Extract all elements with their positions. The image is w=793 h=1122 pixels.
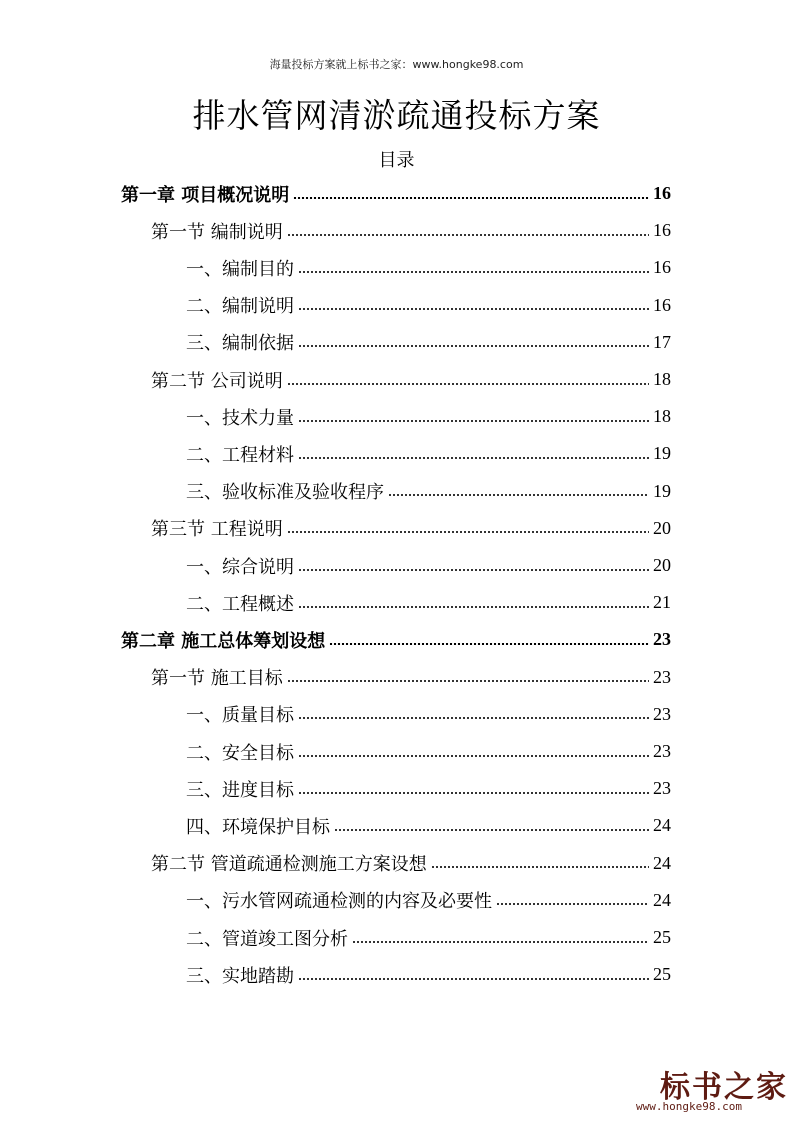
toc-dot-leader	[287, 531, 649, 533]
toc-entry[interactable]	[151, 361, 671, 398]
toc-entry-page: 24	[653, 852, 671, 873]
toc-entry-text: 三、编制依据	[186, 333, 294, 355]
toc-entry-text: 四、环境保护目标	[186, 816, 330, 838]
toc-dot-leader	[329, 643, 649, 645]
toc-dot-leader	[298, 271, 649, 273]
toc-entry[interactable]	[121, 175, 671, 212]
toc-entry-page: 20	[653, 555, 671, 575]
toc-entry-text: 二、工程概述	[186, 593, 294, 615]
toc-dot-leader	[352, 941, 649, 943]
toc-entry-text: 一、编制目的	[186, 258, 294, 280]
toc-dot-leader	[287, 383, 649, 385]
toc-entry-page: 23	[653, 778, 671, 799]
toc-entry[interactable]	[186, 770, 671, 807]
toc-entry[interactable]	[151, 510, 671, 547]
toc-entry-text: 一、质量目标	[186, 705, 294, 727]
toc-entry-text: 第一节 施工目标	[151, 668, 283, 690]
toc-entry[interactable]	[186, 807, 671, 844]
toc-entry[interactable]	[121, 621, 671, 658]
toc-entry[interactable]	[186, 324, 671, 361]
toc-heading: 目录	[378, 150, 415, 171]
toc-dot-leader	[298, 978, 649, 980]
brand-logo	[630, 1062, 788, 1113]
header-note: 海量投标方案就上标书之家：www.hongke98.com	[269, 58, 524, 71]
toc-entry-page: 23	[653, 629, 671, 650]
toc-entry-text: 第二章 施工总体筹划设想	[121, 630, 326, 652]
toc-entry-page: 24	[653, 889, 671, 910]
toc-dot-leader	[298, 308, 649, 310]
toc-entry[interactable]	[186, 919, 671, 956]
toc-dot-leader	[293, 197, 649, 199]
toc-entry-page: 25	[653, 927, 671, 947]
toc-dot-leader	[496, 903, 649, 905]
toc-entry-page: 25	[653, 964, 671, 985]
toc-entry[interactable]	[186, 547, 671, 584]
toc-dot-leader	[334, 829, 649, 831]
toc-dot-leader	[287, 680, 649, 682]
toc-entry-text: 二、安全目标	[186, 742, 294, 764]
toc-entry-page: 21	[653, 592, 671, 613]
toc-entry-page: 16	[653, 183, 671, 203]
toc-entry-page: 16	[653, 257, 671, 278]
toc-entry-text: 一、综合说明	[186, 556, 294, 578]
toc-entry[interactable]	[186, 733, 671, 770]
toc-entry-page: 17	[653, 331, 671, 352]
toc-entry[interactable]	[186, 287, 671, 324]
toc-entry-page: 16	[653, 294, 671, 315]
toc-entry-text: 一、污水管网疏通检测的内容及必要性	[186, 891, 492, 913]
toc-entry-text: 三、进度目标	[186, 779, 294, 801]
toc-entry-page: 23	[653, 741, 671, 761]
toc-dot-leader	[287, 234, 649, 236]
toc-entry-text: 第一章 项目概况说明	[121, 184, 290, 206]
toc-entry[interactable]	[151, 845, 671, 882]
toc-entry[interactable]	[186, 249, 671, 286]
toc-entry-text: 三、验收标准及验收程序	[186, 482, 384, 504]
toc-dot-leader	[431, 866, 649, 868]
toc-dot-leader	[298, 569, 649, 571]
toc-entry[interactable]	[151, 659, 671, 696]
toc-entry-text: 一、技术力量	[186, 407, 294, 429]
toc-entry-page: 23	[653, 666, 671, 687]
toc-entry-text: 三、实地踏勘	[186, 965, 294, 987]
toc-entry[interactable]	[186, 696, 671, 733]
logo-name: 标书之家	[660, 1070, 788, 1105]
toc-entry-page: 19	[653, 443, 671, 464]
toc-entry-page: 16	[653, 220, 671, 241]
toc-dot-leader	[298, 420, 649, 422]
toc-entry[interactable]	[186, 473, 671, 510]
toc-entry-text: 第二节 公司说明	[151, 370, 283, 392]
toc-entry-text: 二、编制说明	[186, 296, 294, 318]
toc-entry-page: 23	[653, 703, 671, 724]
toc-entry-page: 24	[653, 815, 671, 836]
toc-dot-leader	[388, 494, 649, 496]
toc-dot-leader	[298, 717, 649, 719]
toc-entry[interactable]	[186, 882, 671, 919]
toc-entry[interactable]	[186, 435, 671, 472]
toc-entry-page: 18	[653, 369, 671, 389]
toc-dot-leader	[298, 792, 649, 794]
toc-dot-leader	[298, 457, 649, 459]
toc-entry-page: 18	[653, 406, 671, 427]
toc-entry-text: 二、工程材料	[186, 444, 294, 466]
toc-entry-text: 第三节 工程说明	[151, 519, 283, 541]
toc-entry-page: 20	[653, 517, 671, 538]
document-title: 排水管网清淤疏通投标方案	[192, 96, 601, 135]
toc-dot-leader	[298, 755, 649, 757]
toc-entry-page: 19	[653, 480, 671, 501]
toc-entry-text: 第二节 管道疏通检测施工方案设想	[151, 854, 427, 876]
toc-entry-text: 二、管道竣工图分析	[186, 928, 348, 950]
toc-entry[interactable]	[186, 398, 671, 435]
toc-entry[interactable]	[151, 212, 671, 249]
toc-entry-text: 第一节 编制说明	[151, 221, 283, 243]
toc-entry[interactable]	[186, 956, 671, 993]
toc-entry[interactable]	[186, 584, 671, 621]
toc-dot-leader	[298, 345, 649, 347]
logo-url: www.hongke98.com	[636, 1100, 742, 1113]
toc-dot-leader	[298, 606, 649, 608]
